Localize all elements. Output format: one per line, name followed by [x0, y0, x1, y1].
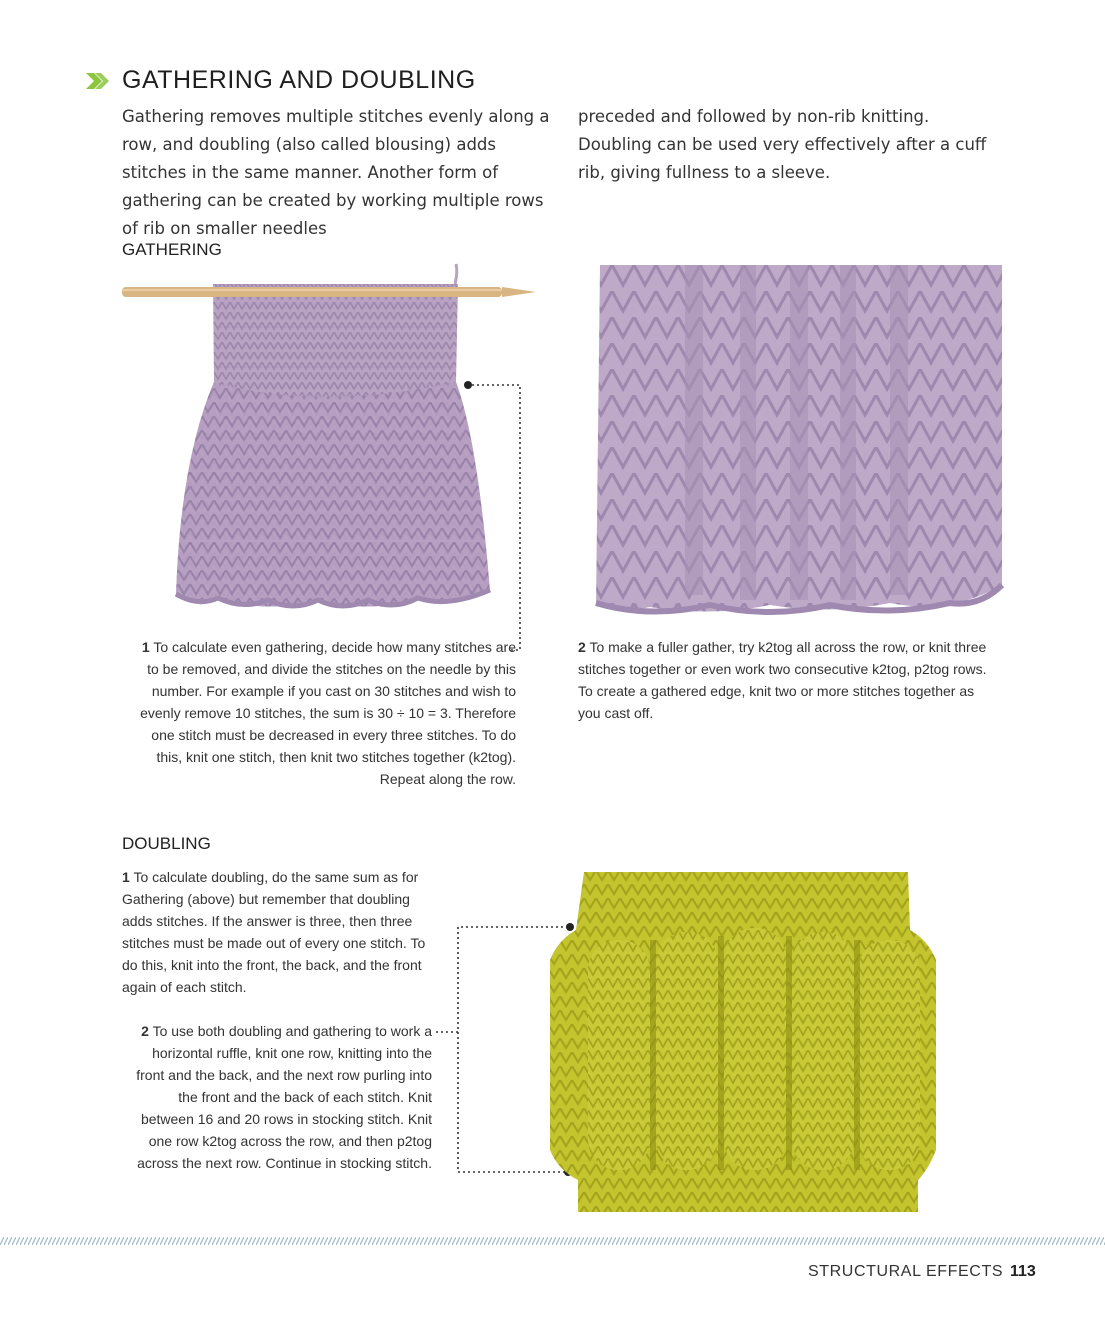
step-number: 1 — [122, 869, 130, 885]
gathering-closeup-photo — [590, 265, 1010, 622]
page-number: 113 — [1010, 1263, 1036, 1280]
intro-text-right: preceded and followed by non-rib knitting. Doubling can be used very effectively after a cuff rib, giving fullness to a sleeve. — [578, 107, 987, 182]
doubling-heading: DOUBLING — [122, 834, 211, 853]
doubling-step-2 — [122, 1020, 432, 1174]
footer-rule — [0, 1237, 1105, 1245]
doubling-step-1 — [122, 866, 442, 998]
chevron-right-icon — [84, 70, 112, 92]
step-text: To use both doubling and gathering to work a horizontal ruffle, knit one row, knitting into the front and the back, and the next row purling into the front and the back of each stitch. Knit between 16 and 20 rows in stocking stitch. Knit one row k2tog across the row, and then p2tog across the next row. Continue in stocking stitch. — [136, 1023, 432, 1171]
gathering-heading: GATHERING — [122, 240, 222, 259]
doubling-ruffle-photo — [548, 870, 938, 1212]
gathering-step-2 — [578, 636, 988, 724]
step-number: 2 — [141, 1023, 149, 1039]
step-text: To make a fuller gather, try k2tog all across the row, or knit three stitches together or even work two consecutive k2tog, p2tog rows. To create a gathered edge, knit two or more stitches together as you cast off. — [578, 639, 987, 721]
section-title: GATHERING AND DOUBLING — [122, 66, 476, 94]
step-number: 1 — [141, 639, 150, 655]
gathering-step-1 — [132, 636, 516, 790]
footer-chapter: STRUCTURAL EFFECTS — [808, 1263, 1004, 1280]
step-text: To calculate doubling, do the same sum as for Gathering (above) but remember that doubling adds stitches. If the answer is three, then three stitches must be made out of every one stitch. To do this, knit into the front, the back, and the front again of each stitch. — [122, 869, 426, 995]
callout-leader-gathering — [460, 378, 530, 658]
intro-text-left: Gathering removes multiple stitches evenly along a row, and doubling (also called blousing) adds stitches in the same manner. Another form of gathering can be created by working multiple rows of rib on smaller needles — [122, 107, 550, 238]
step-text: To calculate even gathering, decide how many stitches are to be removed, and divide the stitches on the needle by this number. For example if you cast on 30 stitches and wish to evenly remove 10 stitches, the sum is 30 ÷ 10 = 3. Therefore one stitch must be decreased in every three stitches. To do this, knit one stitch, then knit two stitches together (k2tog). Repeat along the row. — [140, 639, 516, 787]
step-number: 2 — [578, 639, 586, 655]
